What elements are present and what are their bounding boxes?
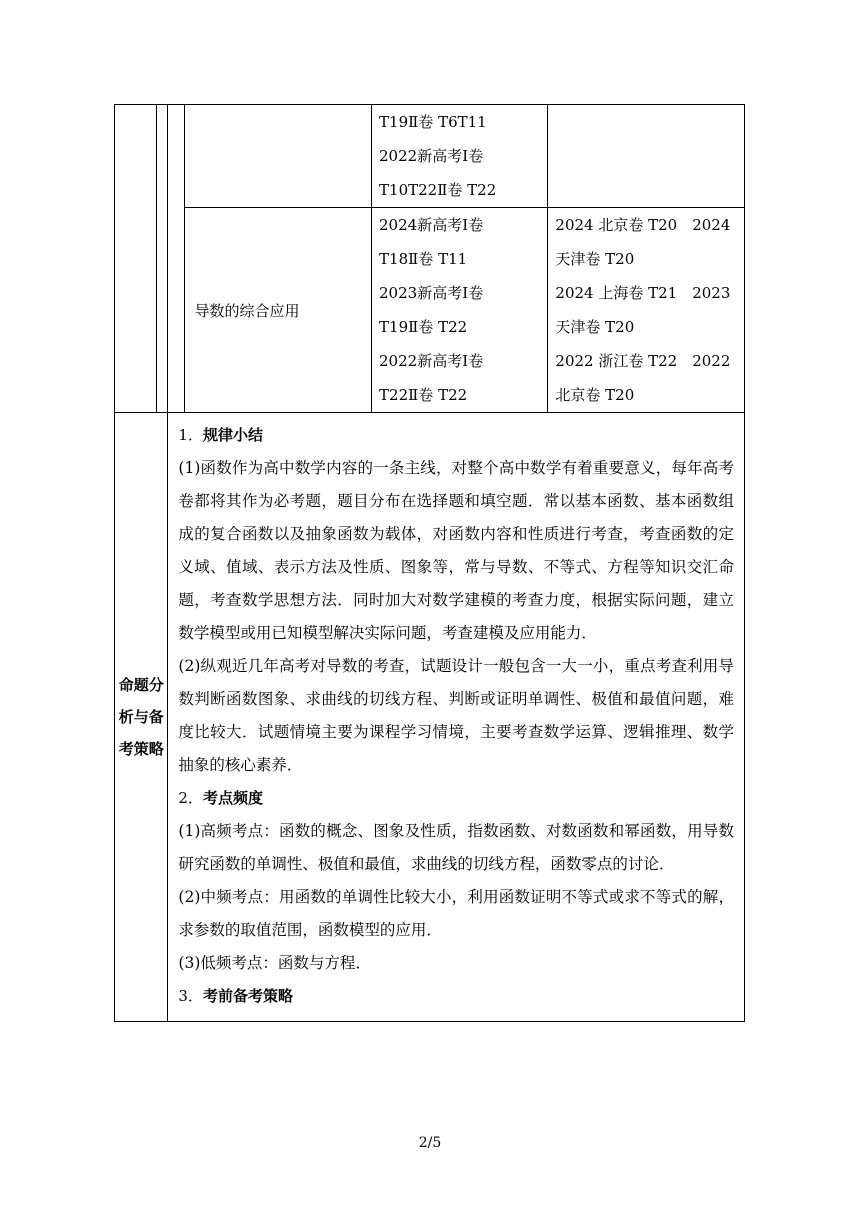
side-label-line: 析与备 xyxy=(118,708,164,726)
paragraph: (2)中频考点：用函数的单调性比较大小，利用函数证明不等式或求不等式的解，求参数的取值范围，函数模型的应用． xyxy=(178,888,734,939)
topic-cell: 导数的综合应用 xyxy=(184,208,371,413)
exam-ref-line: 天津卷 T20 xyxy=(555,318,635,336)
national-exam-cell xyxy=(372,208,548,413)
paragraph: (1)高频考点：函数的概念、图象及性质，指数函数、对数函数和幂函数，用导数研究函数的单调性、极值和最值，求曲线的切线方程，函数零点的讨论． xyxy=(178,822,734,873)
side-label-line: 考策略 xyxy=(118,740,164,758)
exam-ref-line: 2022新高考Ⅰ卷 xyxy=(379,147,484,165)
exam-ref-line: 2022 浙江卷 T22 2022 xyxy=(555,352,731,370)
exam-ref-line: T19Ⅱ卷 T22 xyxy=(379,318,468,336)
heading-number: 2． xyxy=(178,789,203,807)
local-exam-cell xyxy=(548,208,745,413)
empty-cell xyxy=(168,105,184,413)
strategy-content xyxy=(168,413,745,1022)
exam-analysis-table xyxy=(114,104,745,1022)
heading-number: 3． xyxy=(178,987,203,1005)
exam-ref-line: 2024 北京卷 T20 2024 xyxy=(555,216,731,234)
exam-ref-line: 北京卷 T20 xyxy=(555,386,635,404)
empty-cell xyxy=(157,105,168,413)
topic-cell-empty xyxy=(184,105,371,208)
section-heading xyxy=(178,419,734,452)
section-heading xyxy=(178,782,734,815)
side-label-line: 命题分 xyxy=(118,676,164,694)
paragraph: (2)纵观近几年高考对导数的考查，试题设计一般包含一大一小，重点考查利用导数判断函数图象、求曲线的切线方程、判断或证明单调性、极值和最值问题，难度比较大．试题情境主要为课程学习情境，主要考查数学运算、逻辑推理、数学抽象的核心素养． xyxy=(178,657,734,774)
paragraph: (3)低频考点：函数与方程． xyxy=(178,954,371,972)
national-exam-cell xyxy=(372,105,548,208)
exam-ref-line: 天津卷 T20 xyxy=(555,250,635,268)
paragraph: (1)函数作为高中数学内容的一条主线，对整个高中数学有着重要意义，每年高考卷都将其作为必考题，题目分布在选择题和填空题．常以基本函数、基本函数组成的复合函数以及抽象函数为载体，对函数内容和性质进行考查，考查函数的定义域、值域、表示方法及性质、图象等，常与导数、不等式、方程等知识交汇命题，考查数学思想方法．同时加大对数学建模的考查力度，根据实际问题，建立数学模型或用已知模型解决实际问题，考查建模及应用能力． xyxy=(178,459,734,642)
exam-ref-line: T22Ⅱ卷 T22 xyxy=(379,386,468,404)
exam-ref-line: T18Ⅱ卷 T11 xyxy=(379,250,468,268)
empty-cell xyxy=(115,105,157,413)
page-number: 2/5 xyxy=(418,1135,442,1151)
heading-number: 1． xyxy=(178,426,203,444)
table-row-strategy xyxy=(115,413,745,1022)
heading-text: 考点频度 xyxy=(202,789,263,807)
exam-ref-line: T19Ⅱ卷 T6T11 xyxy=(379,113,487,131)
table-row-derivative-application xyxy=(115,208,745,413)
exam-ref-line: 2024 上海卷 T21 2023 xyxy=(555,284,731,302)
exam-ref-line: 2023新高考Ⅰ卷 xyxy=(379,284,484,302)
exam-ref-line: 2022新高考Ⅰ卷 xyxy=(379,352,484,370)
section-heading xyxy=(178,980,734,1013)
table-row-continuation xyxy=(115,105,745,208)
heading-text: 考前备考策略 xyxy=(202,987,293,1005)
heading-text: 规律小结 xyxy=(202,426,263,444)
strategy-side-label xyxy=(115,413,168,1022)
local-exam-cell-empty xyxy=(548,105,745,208)
exam-ref-line: T10T22Ⅱ卷 T22 xyxy=(379,181,497,199)
exam-ref-line: 2024新高考Ⅰ卷 xyxy=(379,216,484,234)
